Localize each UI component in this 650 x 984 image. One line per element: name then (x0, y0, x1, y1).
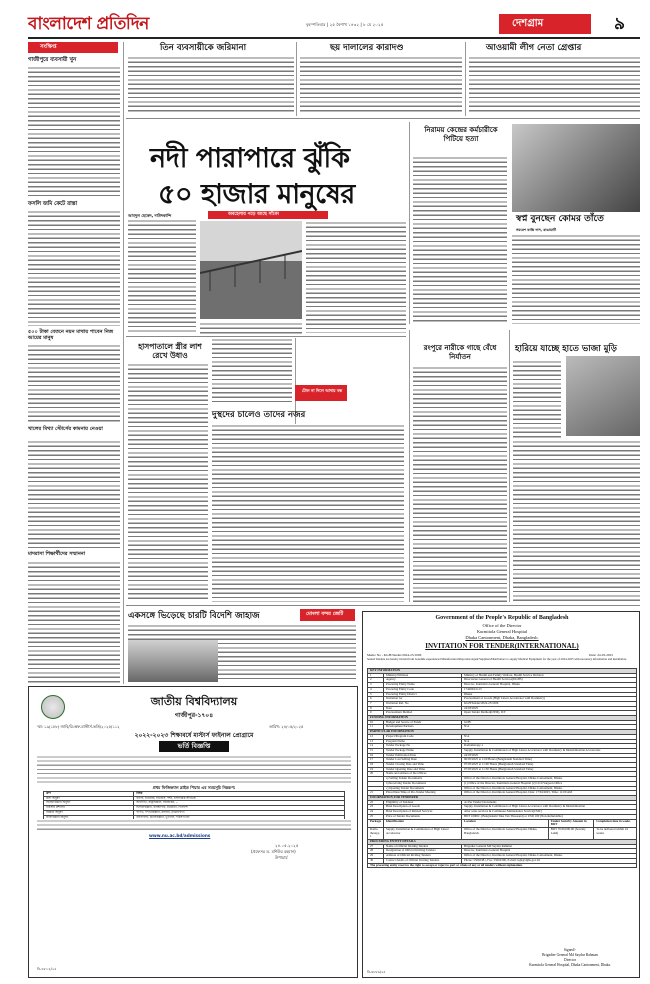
table-cell: Supply, Installation & Commission of High Linear Accelerator (384, 827, 462, 839)
signatory-title: উপাচার্য (275, 855, 288, 860)
tender-table (367, 668, 637, 868)
main-headline-line2: ৫০ হাজার মানুষের (158, 179, 355, 210)
table-row (368, 863, 637, 868)
tender-sign-title: Director (564, 958, 576, 962)
tender-hospital: Kurmitola General Hospital (476, 629, 528, 634)
schedule-table (43, 791, 345, 820)
table-cell: Radio-therapy-1 (368, 827, 384, 839)
table-cell: 2 (368, 678, 384, 683)
table-cell: হিসাববিজ্ঞান, ব্যবস্থাপনা, মার্কেটিং, ফিন্যান্স (134, 806, 345, 811)
column-divider (409, 122, 410, 324)
table-cell: N/A (462, 725, 637, 730)
table-cell: 13 (368, 739, 384, 744)
table-cell: Office of the Director, Kurmitola General Hospital, Dhaka Cantonment, Dhaka. (462, 777, 637, 782)
table-cell: Supply, Installation & Commission of High Linear Accelerator with Dosimetry & Immobilization (462, 805, 637, 810)
table-cell: Open Tender Method(OTM), ICT (462, 711, 637, 716)
table-cell: সমাজবিজ্ঞান অনুষদ (44, 801, 134, 806)
table-cell: Project/Program Code (384, 734, 462, 739)
memo-date: তারিখ: ২৪/০৫/২০২৫ (269, 724, 304, 729)
table-cell: Procuring Entity Name (384, 683, 462, 688)
table-cell: Development Partners (384, 725, 462, 730)
table-cell: Procuring Entity District (384, 692, 462, 697)
table-cell: PROCURING ENTITY DETAILS (368, 840, 637, 845)
table-cell: 29 (368, 854, 384, 859)
nirapotta-text (413, 156, 507, 324)
table-cell: KGH/Tender/2024-25/1006 (462, 701, 637, 706)
table-cell: 07/05/2025 at 11:30 Hours (Bangladesh Standard Time) (462, 767, 637, 772)
masthead (28, 10, 636, 36)
main-body-col-lower (200, 322, 302, 334)
table-cell: Ministry/Division (384, 673, 462, 678)
table-cell: Contact details of Official Inviting Tenders (384, 858, 462, 863)
memo-no: স্মা: ১৯(১৮৮) জাবি/রি:অফ-মাস্টার্স-ভর্তি/২০২৫/১১২ (37, 724, 120, 729)
table-cell: Designation of Official Inviting Tenders (384, 849, 462, 854)
table-cell: Supply, Installation & Commission of High Linear Accelerator with Dosimetry & Immobilization Accessories (462, 748, 637, 753)
table-cell: c) Opening Tender Documents (384, 786, 462, 791)
table-cell: Address of Official Inviting Tenders (384, 854, 462, 859)
table-cell: FUNDING INFORMATION (368, 716, 637, 721)
table-cell: The procuring entity reserves the right to accept or reject to part or whole of any or all tenders without explanation. (368, 863, 637, 868)
logo-small-caption (28, 10, 83, 13)
table-cell: Date (384, 706, 462, 711)
table-cell: 14 (368, 744, 384, 749)
column-divider (465, 42, 466, 116)
strip-rule (126, 118, 640, 119)
table-cell: 18 (368, 763, 384, 768)
table-cell: অর্থনীতি, রাষ্ট্রবিজ্ঞান, সমাজকর্ম, ... (134, 801, 345, 806)
hospital-text (128, 363, 208, 601)
tender-intro: Sealed Tenders are hereby invited from bonafide experienced Manufacturer/Importers/Agent/Suppliers/Distributors to supply Medical Equipment for the year of 2024-2025 with necessary information and installation. (367, 657, 627, 661)
table-cell: 27 (368, 844, 384, 849)
table-header-cell: বিষয় (134, 792, 345, 797)
table-cell: 07/05/2025 at 11:00 Hours (Bangladesh Standard Time) (462, 763, 637, 768)
session-line: ২০২২-২০২৩ শিক্ষাবর্ষে মাস্টার্স ফাইনাল প্রোগ্রামে (134, 732, 254, 739)
table-cell: 8 (368, 706, 384, 711)
table-cell: 12 (368, 734, 384, 739)
tolls-kicker: টোল না দিলে আদায় বন্ধ (301, 388, 343, 393)
table-cell: 11 (368, 725, 384, 730)
ship-kicker: মোংলা বন্দর জেটি (306, 611, 344, 617)
table-cell: প্রাণিবিদ্যা, মনোবিজ্ঞান, ভূগোল, পরিসংখ্যান (134, 815, 345, 820)
table-cell: KEY INFORMATION (368, 669, 637, 674)
table-cell: 9 (368, 711, 384, 716)
weaver-photo (512, 124, 640, 212)
tender-sign-name: Brigadier General Md Saydur Rahman (542, 953, 598, 957)
table-cell: 28 (368, 849, 384, 854)
tender-signed: Signed/- (563, 948, 577, 952)
fine-headline: তিন ব্যবসায়ীকে জরিমানা (160, 43, 247, 53)
table-cell: 1742604/1115 (462, 687, 637, 692)
awami-headline: আওয়ামী লীগ নেতা গ্রেপ্তার (486, 43, 582, 53)
table-cell: As Per Tender Documents (462, 800, 637, 805)
table-cell: Name of Official Inviting Tenders (384, 844, 462, 849)
table-cell: 25 (368, 814, 384, 819)
swapna-headline: স্বপ্ন বুনছেন কোমর তাঁতে (516, 214, 604, 224)
table-cell: Director, Kurmitola General Hospital, Dhaka (462, 683, 637, 688)
notice-body-lower (37, 819, 351, 831)
table-cell: 4 (368, 687, 384, 692)
table-cell: 3 (368, 683, 384, 688)
table-cell: To be delivered within 24 weeks (594, 827, 637, 839)
bridge-photo (200, 221, 302, 319)
sign-date: ২৪.০৫.২০২৫ (275, 843, 299, 848)
table-cell: PARTICULAR INFORMATION (368, 730, 637, 735)
table-cell: Agency (384, 678, 462, 683)
main-body-col (306, 221, 406, 333)
table-cell: Tender Publication Date (384, 753, 462, 758)
table-cell: Identification (384, 819, 462, 827)
ship-headline: একসঙ্গে ভিড়েছে চারটি বিদেশি জাহাজ (128, 611, 260, 621)
masthead-rule (28, 37, 640, 39)
section-name: দেশগ্রাম (512, 18, 544, 29)
table-cell: N/A (462, 734, 637, 739)
table-cell: 1 (368, 673, 384, 678)
table-cell: Ministry of Health and Family Welfare, Health Service Division (462, 673, 637, 678)
mid-rule (126, 336, 406, 337)
schedule-table-title: প্রথম ফিজিক্যাল স্লাইড পিয়ার এর সময়সূচি নিম্নরূপ: (152, 785, 236, 790)
table-cell: Office of the Director, Kurmitola General Hospital, Dhaka Cantonment, Dhaka. (462, 854, 637, 859)
table-cell: Location (462, 819, 549, 827)
sidebar-divider (123, 42, 124, 684)
table-cell: Tender Package No (384, 744, 462, 749)
table-cell: (1) Office of the Director, Kurmitola General Hospital (2) Civil Surgeon Office (462, 781, 637, 786)
table-cell: 24/03/2025 (462, 706, 637, 711)
table-row (368, 827, 637, 839)
table-cell: বাংলা, ইংরেজি, ইতিহাস, দর্শন, ইসলামিক স্টাডিজ (134, 796, 345, 801)
table-cell: 5 (368, 692, 384, 697)
bridge-illustration (200, 221, 302, 319)
table-cell: 10 (368, 720, 384, 725)
table-cell: Eligibility of Tenderer (384, 800, 462, 805)
table-cell: Tender Package Name (384, 748, 462, 753)
sidebar-title: সংক্ষিপ্ত (40, 44, 57, 50)
sidebar-text-block (28, 561, 120, 683)
col-text (212, 338, 292, 404)
table-cell: Completion time in weeks (594, 819, 637, 827)
dateline: বৃহস্পতিবার | ২৫ বৈশাখ ১৪৩২ | ৮ মে ২০২৫ (306, 22, 384, 27)
table-cell: Package (368, 819, 384, 827)
table-cell: Phone: 55062381, Fax: 55062390, E-mail: kgh@dghs.gov.bd (462, 858, 637, 863)
awami-text (469, 56, 640, 114)
table-cell: BDT 10000/- (Bangladeshi Taka Ten Thousand) or USD 100 (Non-Refundable) (462, 814, 637, 819)
table-cell: Radiotherapy-1 (462, 744, 637, 749)
university-footer-code: বি-৪৮১৫/২৫ (37, 967, 57, 971)
table-cell: 19 (368, 767, 384, 772)
table-cell: a) Selling Tender Documents (384, 777, 462, 782)
university-ad (28, 686, 358, 978)
table-cell: Invitation for (384, 697, 462, 702)
sidebar-text-block (28, 440, 120, 548)
table-cell: 24/03/2025 (462, 753, 637, 758)
column-divider (409, 330, 410, 602)
page-number: ৯ (614, 14, 626, 34)
table-cell: বিজ্ঞান অনুষদ (44, 810, 134, 815)
table-cell: 24 (368, 810, 384, 815)
rangpur-text (413, 366, 507, 602)
table-cell: Tender Last Selling Date (384, 758, 462, 763)
university-name: জাতীয় বিশ্ববিদ্যালয় (150, 695, 238, 708)
jutamuri-text-lower (513, 440, 640, 602)
tender-footer-code: বি-৪৮৮৯/২৫ (367, 970, 386, 974)
tender-ad (362, 611, 640, 978)
table-cell: 15 (368, 748, 384, 753)
signatory: (প্রফেসর ড. মশিউর রহমান) (251, 849, 296, 854)
table-cell: Directorate General of Health Services(DGHS) (462, 678, 637, 683)
table-cell: Brief Description of Related Services (384, 810, 462, 815)
table-cell: Name and address of the Offices (384, 772, 462, 777)
main-headline-line1: নদী পারাপারে ঝুঁকি (150, 143, 350, 174)
table-cell: Price of Tender Documents (384, 814, 462, 819)
table-cell: 22 (368, 800, 384, 805)
newspaper-logo: বাংলাদেশ প্রতিদিন (28, 14, 149, 34)
column-divider (509, 330, 510, 602)
sidebar-text-block (28, 210, 120, 326)
table-cell: 20 (368, 772, 384, 777)
tender-address: Dhaka Cantonment, Dhaka, Bangladesh. (465, 635, 539, 640)
mid-lower-rule (126, 605, 640, 606)
sidebar-item-title: ৫০০ টাকা বেতনে নয়ন মাথায় পাবেন নিজ আয়ের মানুষ (28, 329, 114, 342)
jutamuri-headline: হারিয়ে যাচ্ছে হাতে ভাজা মুড়ি (515, 344, 617, 354)
tender-office-of: Office of the Director (482, 623, 522, 628)
tender-sign-org: Kurmitola General Hospital, Dhaka Cantonment, Dhaka. (529, 963, 611, 967)
tender-gov: Government of the People's Republic of Bangladesh (435, 615, 569, 621)
hospital-headline: হাসপাতালে স্ত্রীর লাশ রেখে উধাও (138, 342, 202, 360)
swapna-text (512, 234, 640, 324)
table-cell: GOB (462, 720, 637, 725)
table-cell: After sales services & Continuous Maintenance Service(CMC) (462, 810, 637, 815)
rangpur-headline: রংপুরে নারীকে গাছে বেঁধে নির্যাতন (423, 344, 497, 361)
table-cell: Invitation Ref. No (384, 701, 462, 706)
ship-photo (128, 640, 218, 682)
table-cell: কলা অনুষদ (44, 796, 134, 801)
muri-photo (566, 356, 640, 436)
table-cell: ব্যবসায় প্রশাসন (44, 806, 134, 811)
main-byline: আবদুল হেকেদ, দাউদকান্দি (128, 213, 172, 218)
table-cell: Brief Description of Goods (384, 805, 462, 810)
table-cell: INFORMATION FOR TENDERER (368, 795, 637, 800)
university-place: গাজীপুর-১৭০৪ (174, 712, 214, 719)
table-cell: 16 (368, 753, 384, 758)
table-cell: Tender Security Amount in BDT (548, 819, 593, 827)
tender-title: INVITATION FOR TENDER(INTERNATIONAL) (425, 642, 579, 650)
fine-text (128, 56, 294, 114)
table-header-cell: গ্রুপ (44, 792, 134, 797)
jail-headline: ছয় দালালের কারাদণ্ড (330, 43, 404, 53)
main-lead-text (128, 219, 196, 333)
table-cell: 17 (368, 758, 384, 763)
notice-body (37, 755, 351, 783)
tender-memo-no: Memo No - KGH/Tender/2024-25/1006 (367, 653, 422, 657)
drugs-text (212, 424, 404, 602)
table-cell: Procurement of Goods (High Linear Accelerator with Dosimetry) (462, 697, 637, 702)
sidebar-text-block (28, 344, 120, 424)
table-cell: Director, Kurmitola General Hospital (462, 849, 637, 854)
jail-text (300, 56, 462, 114)
sidebar-item-title: খালের মিথ্যা স্টোর্সের কামনায় নেওয়া (28, 426, 103, 432)
table-cell: N/A (462, 739, 637, 744)
table-cell: Tender Opening Date and Time (384, 767, 462, 772)
admission-web-link[interactable]: www.nu.ac.bd/admissions (149, 833, 211, 838)
table-cell: 30 (368, 858, 384, 863)
main-kicker: অবহেলায় পড়ে আছে সাঁকো (228, 212, 279, 217)
table-cell: Tender Closing Date and Time (384, 763, 462, 768)
table-cell: 6 (368, 697, 384, 702)
table-cell: Office of the Director, Kurmitola General Hospital, Dhaka Cantonment, Dhaka. (462, 786, 637, 791)
table-cell: Office of the Director, Kurmitola General Hospital, Date: 17/04/2025, Time: 11:00 AM (462, 791, 637, 796)
sidebar-item-title: ফসলি জমি কেটে রাস্তা (28, 201, 78, 207)
column-divider (296, 42, 297, 116)
table-cell: Procurement Method (384, 711, 462, 716)
sidebar-text-block (28, 66, 120, 198)
table-cell: Program Name (384, 739, 462, 744)
notice-title: ভর্তি বিজ্ঞপ্তি (177, 742, 211, 750)
table-cell: Budget and Source of Funds (384, 720, 462, 725)
table-cell: Procuring Entity Code (384, 687, 462, 692)
table-cell: জীববিজ্ঞান অনুষদ (44, 815, 134, 820)
table-cell: 21 (368, 791, 384, 796)
table-cell: 7 (368, 701, 384, 706)
tender-date: Date: 24-03-2025 (589, 653, 614, 657)
swapna-byline: সমরেশ কান্তি দাস, রাঙামাটি (516, 228, 557, 232)
table-cell: Place/Date/Time of Pre-Tender Meeting (384, 791, 462, 796)
nirapotta-headline: নিরাময় কেন্দ্রের কর্মচারীকে পিটিয়ে হত্যা (424, 126, 498, 143)
table-cell: BDT 70,00,000.00 (Seventy Lakh) (548, 827, 593, 839)
table-cell: Dhaka (462, 692, 637, 697)
table-cell: b) Receiving Tender Documents (384, 781, 462, 786)
drugs-headline: দুস্থদের চালেও তাদের নজর (212, 410, 306, 420)
table-cell: 23 (368, 805, 384, 810)
table-cell: Office of the Director, Kurmitola General Hospital, Dhaka, Bangladesh. (462, 827, 549, 839)
sidebar-item-title: মাদরাসা শিক্ষার্থীদের সম্মাননা (28, 551, 86, 557)
table-cell: Brigadier General Md Saydur Rahman (462, 844, 637, 849)
table-cell: গণিত, পদার্থবিজ্ঞান, রসায়ন, উদ্ভিদবিদ্যা (134, 810, 345, 815)
sidebar-item-title: গাজীপুরে ব্যবসায়ী খুন (28, 57, 77, 63)
table-cell: 06/05/2025 at 1:00 Hours (Bangladesh Standard Time) (462, 758, 637, 763)
